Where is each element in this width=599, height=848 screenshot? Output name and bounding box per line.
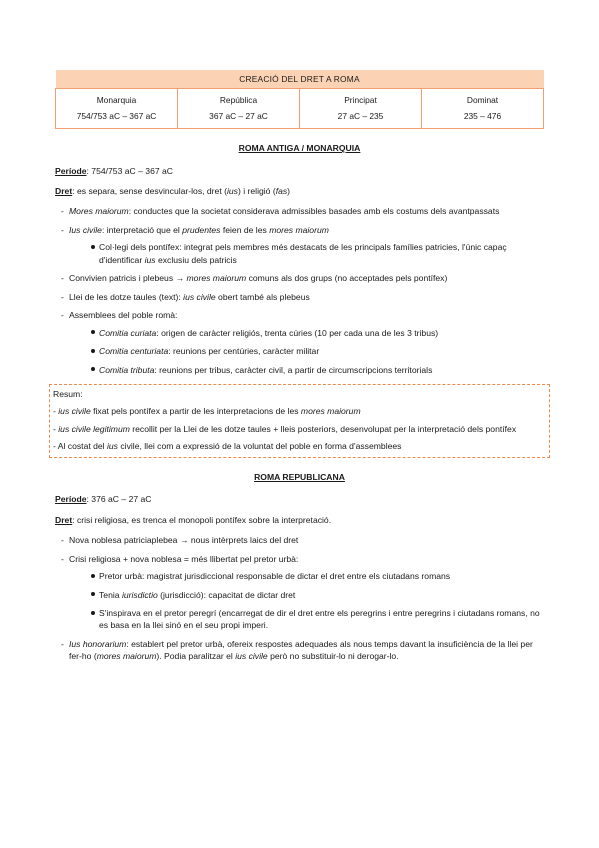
dash-bullet: - — [61, 291, 64, 302]
list-item — [55, 309, 544, 376]
text: ) — [287, 186, 291, 197]
periode-label: Període — [55, 494, 87, 505]
bullet-dot — [91, 611, 95, 615]
dret-label: Dret — [55, 186, 73, 197]
period-range: 754/753 aC – 367 aC — [76, 111, 157, 122]
text: feien de les — [220, 224, 270, 235]
text: exclusiu dels patricis — [155, 254, 237, 265]
text: Assemblees del poble romà: — [69, 310, 178, 321]
text-italic: iurisdictio — [121, 589, 158, 600]
text: Tenia — [99, 589, 122, 600]
text: - — [53, 423, 59, 434]
dash-bullet: - — [61, 638, 64, 649]
sub-list-item — [69, 345, 544, 357]
text-italic: ius civile — [183, 291, 216, 302]
dash-bullet: - — [61, 310, 64, 321]
text: Convivien patricis i plebeus → — [69, 273, 187, 284]
list-item — [55, 224, 544, 266]
text-italic: ius — [226, 186, 238, 197]
text-italic: mores maiorum — [96, 651, 157, 662]
table-title: CREACIÓ DEL DRET A ROMA — [56, 70, 544, 89]
period-cell-dominat — [422, 89, 544, 129]
sub-list-item — [69, 364, 544, 376]
bullet-dot — [91, 592, 95, 596]
periode-label: Període — [55, 165, 87, 176]
text-italic: prudentes — [182, 224, 221, 235]
period-name: República — [219, 95, 258, 106]
section-title-republicana: ROMA REPUBLICANA — [254, 471, 345, 482]
sub-list — [69, 570, 544, 632]
periods-table — [55, 70, 544, 129]
text: recollit per la Llei de les dotze taules + lleis posteriors, desenvolupat per la interpretació dels pontífex — [129, 423, 517, 434]
summary-line — [53, 423, 546, 435]
text-italic: ius civile — [235, 651, 268, 662]
text: : establert pel pretor urbà, ofereix respostes adequades als nous temps davant la insuficiència de la llei per fer-ho ( — [69, 638, 533, 662]
period-range: 367 aC – 27 aC — [209, 111, 268, 122]
dash-bullet: - — [61, 273, 64, 284]
text: (jurisdicció): capacitat de dictar dret — [157, 589, 296, 600]
dash-bullet: - — [61, 206, 64, 217]
text: Llei de les dotze taules (text): — [69, 291, 184, 302]
text: fixat pels pontífex a partir de les interpretacions de les — [90, 406, 301, 417]
list-item — [55, 553, 544, 632]
document-page — [55, 70, 544, 669]
list-item — [55, 291, 544, 303]
section-title-monarquia: ROMA ANTIGA / MONARQUIA — [238, 143, 361, 154]
period-range: 235 – 476 — [463, 111, 502, 122]
text: Col·legi dels pontífex: integrat pels membres més destacats de les principals famílies patricies, l'únic capaç d'identificar — [99, 242, 507, 265]
period-range: 27 aC – 235 — [337, 111, 384, 122]
text: obert també als plebeus — [215, 291, 310, 302]
text: : interpretació que el — [101, 224, 183, 235]
dash-bullet: - — [61, 553, 64, 564]
list-item — [55, 205, 544, 217]
periode-line — [55, 165, 544, 177]
list-item — [55, 534, 544, 546]
summary-box — [49, 384, 550, 458]
text-italic: Comitia tributa — [99, 364, 155, 375]
text: però no substituir-lo ni derogar-lo. — [267, 651, 399, 662]
periode-value: : 754/753 aC – 367 aC — [86, 165, 174, 176]
bullet-dot — [91, 349, 95, 353]
text: : reunions per centúries, caràcter militar — [168, 346, 320, 357]
sub-list — [69, 327, 544, 376]
text: Crisi religiosa + nova noblesa = més llibertat pel pretor urbà: — [69, 553, 299, 564]
sub-list-item — [69, 607, 544, 632]
dret-line — [55, 185, 544, 197]
period-cell-monarquia — [56, 89, 178, 129]
summary-title: Resum: — [53, 389, 83, 400]
dash-bullet: - — [61, 535, 64, 546]
text: ) i religió ( — [237, 186, 276, 197]
dret-value: : crisi religiosa, es trenca el monopoli pontífex sobre la interpretació. — [72, 514, 332, 525]
text-italic: mores maiorum — [300, 406, 361, 417]
text-italic: ius — [144, 254, 156, 265]
period-name: Principat — [344, 95, 377, 106]
text-italic: mores maiorum — [269, 224, 329, 235]
period-name: Monarquia — [96, 95, 137, 106]
list-item — [55, 638, 544, 663]
bullet-dot — [91, 330, 95, 334]
periode-line — [55, 493, 544, 505]
period-cell-republica — [178, 89, 300, 129]
text: S'inspirava en el pretor peregrí (encarregat de dir el dret entre els peregrins i entre peregrins i ciutadans romans, no es basa en la llei sinó en el seu propi imperi. — [99, 608, 540, 631]
dret-line — [55, 514, 544, 526]
text-italic: Comitia curiata — [99, 327, 157, 338]
sub-list-item — [69, 327, 544, 339]
summary-line — [53, 405, 546, 417]
text-italic: Ius civile — [69, 224, 102, 235]
sub-list-item — [69, 589, 544, 601]
text: - — [53, 406, 59, 417]
text-italic: Mores maiorum — [69, 206, 129, 217]
dash-bullet: - — [61, 224, 64, 235]
sub-list-item — [69, 570, 544, 582]
text-italic: ius civile legitimum — [58, 423, 130, 434]
text: : reunions per tribus, caràcter civil, a partir de circumscripcions territorials — [154, 364, 433, 375]
periode-value: : 376 aC – 27 aC — [86, 494, 152, 505]
text: Nova noblesa patriciaplebea → nous intèrprets laics del dret — [69, 535, 299, 546]
sub-list-item — [69, 241, 544, 266]
bullet-dot — [91, 367, 95, 371]
summary-line — [53, 440, 546, 452]
monarquia-list — [55, 205, 544, 376]
text: comuns als dos grups (no acceptades pels pontífex) — [246, 273, 448, 284]
text-italic: mores maiorum — [186, 273, 247, 284]
sub-list — [69, 241, 544, 266]
period-name: Dominat — [466, 95, 499, 106]
text-italic: fas — [275, 186, 288, 197]
text-italic: ius — [106, 441, 118, 452]
text-italic: Ius honorarium — [69, 638, 127, 649]
list-item — [55, 272, 544, 284]
bullet-dot — [91, 574, 95, 578]
text: : origen de caràcter religiós, trenta cúries (10 per cada una de les 3 tribus) — [156, 327, 439, 338]
text-italic: ius civile — [58, 406, 91, 417]
bullet-dot — [91, 245, 95, 249]
republicana-list — [55, 534, 544, 663]
text-italic: Comitia centuriata — [99, 346, 169, 357]
text: - Al costat del — [53, 441, 107, 452]
text: civile, llei com a expressió de la voluntat del poble en forma d'assemblees — [117, 441, 402, 452]
text: : es separa, sense desvincular-los, dret ( — [72, 186, 227, 197]
text: : conductes que la societat considerava admissibles basades amb els costums dels avantpassats — [128, 206, 500, 217]
dret-label: Dret — [55, 514, 73, 525]
text: ). Podia paralitzar el — [156, 651, 236, 662]
period-cell-principat — [300, 89, 422, 129]
text: Pretor urbà: magistrat jurisdiccional responsable de dictar el dret entre els ciutadans romans — [99, 571, 451, 582]
